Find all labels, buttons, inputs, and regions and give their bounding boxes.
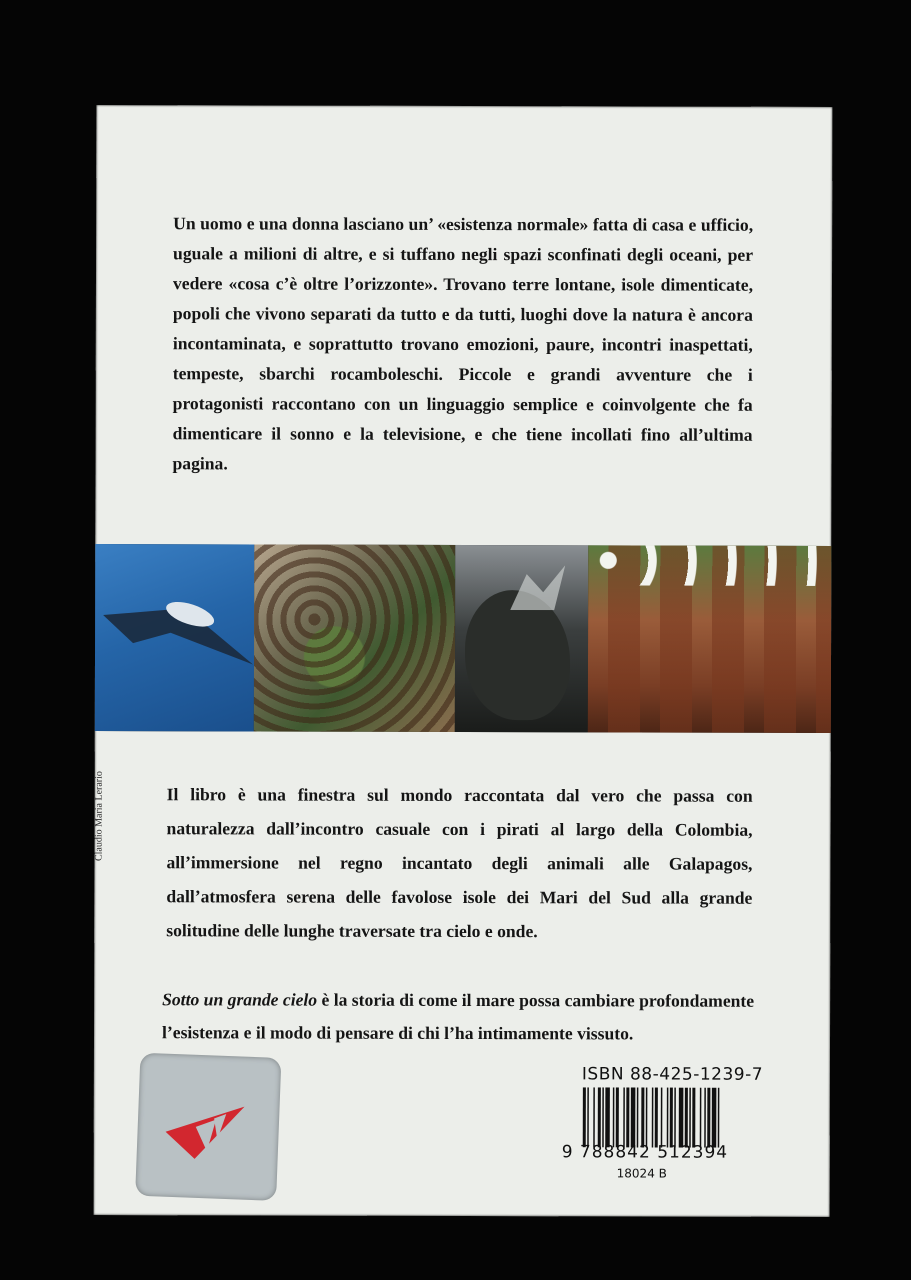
photo-strip [95, 544, 831, 733]
manta-ray-photo [95, 544, 254, 731]
publisher-logo [135, 1053, 281, 1201]
islanders-photo [588, 545, 831, 733]
book-title: Sotto un grande cielo [162, 989, 318, 1010]
barcode-icon [581, 1087, 751, 1147]
blurb-middle: Il libro è una finestra sul mondo raccontata dal vero che passa con naturalezza dall’incontro casuale con i pirati al largo della Colombia, all’immersione nel regno incantato degli animali alle Galapagos, dall’atmosfera serena delle favolose isole dei Mari del Sud alla grande solitudine delle lunghe traversate tra cielo e onde. [166, 784, 753, 942]
publisher-logo-icon [165, 1100, 247, 1163]
barcode-code: 18024 B [616, 1166, 667, 1181]
iguana-photo [455, 545, 588, 732]
isbn-label: ISBN 88-425-1239-7 [581, 1064, 764, 1085]
blurb-closing [162, 983, 754, 1051]
island-feast-photo [254, 544, 455, 732]
barcode-digits: 9 788842 512394 [561, 1142, 729, 1163]
book-back-cover [94, 105, 833, 1217]
closing-text: è la storia di come il mare possa cambiare profondamente l’esistenza e il modo di pensare di chi l’ha intimamente vissuto. [162, 989, 755, 1044]
blurb-top: Un uomo e una donna lasciano un’ «esistenza normale» fatta di casa e ufficio, uguale a milioni di altre, e si tuffano negli spazi sconfinati degli oceani, per vedere «cosa c’è oltre l’orizzonte». Trovano terre lontane, isole dimenticate, popoli che vivono separati da tutto e da tutti, luoghi dove la natura è ancora incontaminata, e soprattutto trovano emozioni, paure, incontri inaspettati, tempeste, sbarchi rocamboleschi. Piccole e grandi avventure che i protagonisti raccontano con un linguaggio semplice e coinvolgente che fa dimenticare il sonno e la televisione, e che tiene incollati fino all’ultima pagina. [172, 213, 754, 474]
photo-credit: Claudio Maria Lerario [93, 771, 105, 862]
